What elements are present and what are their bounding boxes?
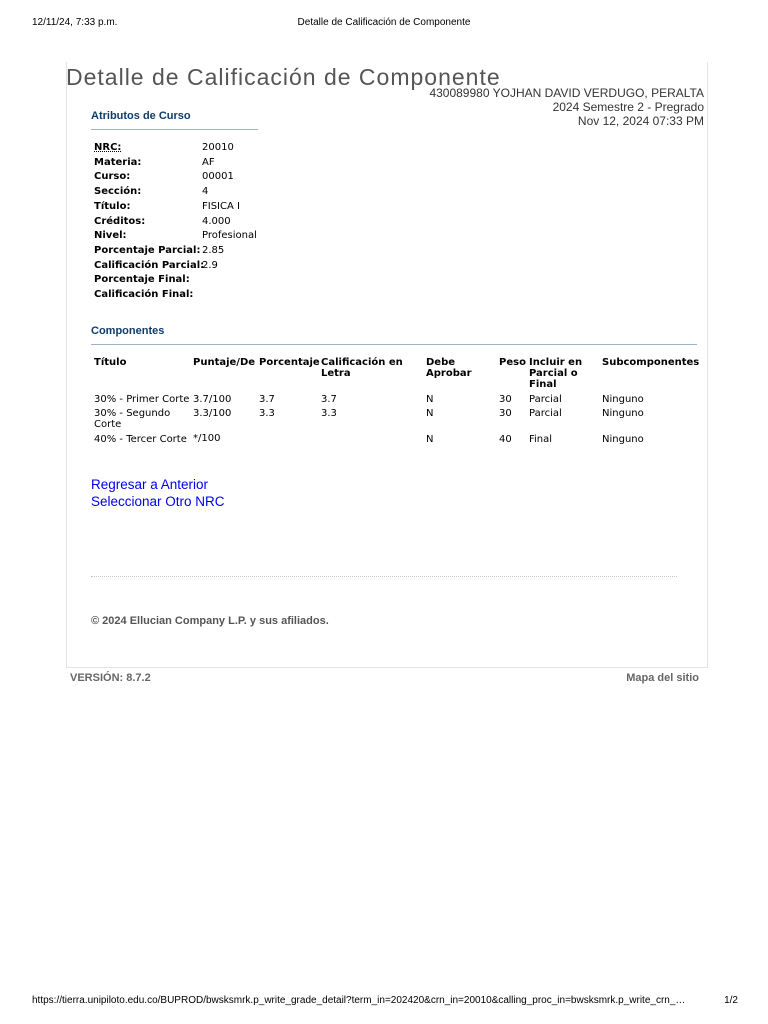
row-2-puntaje: 3.3/100 — [193, 408, 232, 419]
attr-row-seccion — [94, 185, 257, 200]
attr-value: Profesional — [202, 230, 257, 242]
col-header-incluir-3: Final — [529, 379, 557, 390]
attr-row-nrc — [94, 141, 257, 156]
footer-divider — [91, 576, 677, 577]
attr-row-calificacion-parcial — [94, 259, 257, 274]
attr-label: Nivel: — [94, 230, 127, 242]
col-header-debe: Debe — [426, 357, 456, 368]
row-1-letra: 3.7 — [321, 394, 337, 405]
print-page-number: 1/2 — [724, 995, 738, 1006]
select-other-nrc-link[interactable]: Seleccionar Otro NRC — [91, 494, 225, 509]
attr-row-materia — [94, 156, 257, 171]
col-header-incluir-2: Parcial o — [529, 368, 578, 379]
section-divider — [91, 129, 258, 130]
row-1-sub: Ninguno — [602, 394, 644, 405]
row-2-titulo: 30% - Segundo — [94, 408, 171, 419]
version-label: VERSIÓN: 8.7.2 — [70, 672, 151, 684]
row-2-peso: 30 — [499, 408, 512, 419]
copyright: © 2024 Ellucian Company L.P. y sus afiliados. — [91, 615, 329, 627]
col-header-puntaje: Puntaje/De — [193, 357, 256, 368]
row-1-puntaje: 3.7/100 — [193, 394, 232, 405]
print-header — [0, 17, 768, 31]
attr-row-creditos — [94, 215, 257, 230]
row-2-incluir: Parcial — [529, 408, 562, 419]
attr-row-porcentaje-final — [94, 273, 257, 288]
user-info — [429, 86, 704, 128]
attr-label: Porcentaje Final: — [94, 274, 190, 286]
attr-row-curso — [94, 170, 257, 185]
attr-label: Calificación Final: — [94, 289, 194, 301]
col-header-peso: Peso — [499, 357, 526, 368]
row-1-porcentaje: 3.7 — [259, 394, 275, 405]
row-3-sub: Ninguno — [602, 434, 644, 445]
attr-row-porcentaje-parcial — [94, 244, 257, 259]
attr-row-titulo — [94, 200, 257, 215]
attr-label: Sección: — [94, 186, 142, 198]
row-1-titulo: 30% - Primer Corte — [94, 394, 190, 405]
row-1-peso: 30 — [499, 394, 512, 405]
print-title: Detalle de Calificación de Componente — [297, 17, 471, 28]
attr-value: 00001 — [202, 171, 234, 183]
attr-label: NRC: — [94, 142, 122, 153]
col-header-subcomponentes: Subcomponentes — [602, 357, 700, 368]
row-2-aprobar: N — [426, 408, 434, 419]
col-header-calificacion: Calificación en — [321, 357, 403, 368]
attr-row-calificacion-final — [94, 288, 257, 303]
user-id-name: 430089980 YOJHAN DAVID VERDUGO, PERALTA — [429, 86, 704, 100]
row-3-puntaje: */100 — [193, 433, 221, 444]
attr-value: 4 — [202, 186, 209, 198]
row-1-incluir: Parcial — [529, 394, 562, 405]
row-1-aprobar: N — [426, 394, 434, 405]
term: 2024 Semestre 2 - Pregrado — [552, 100, 704, 114]
course-attributes-table — [94, 141, 257, 303]
attr-value: 20010 — [202, 142, 234, 153]
section-divider — [91, 344, 697, 345]
components-title: Componentes — [91, 325, 165, 337]
print-date: 12/11/24, 7:33 p.m. — [32, 17, 118, 28]
timestamp: Nov 12, 2024 07:33 PM — [577, 114, 704, 128]
attr-value: 2.85 — [202, 244, 225, 256]
row-3-incluir: Final — [529, 434, 553, 445]
row-3-aprobar: N — [426, 434, 434, 445]
attr-row-nivel — [94, 229, 257, 244]
attr-label: Calificación Parcial: — [94, 259, 205, 271]
attr-value: 2.9 — [202, 259, 218, 271]
attr-label: Materia: — [94, 156, 142, 168]
nav-links — [91, 476, 225, 510]
row-3-titulo: 40% - Tercer Corte — [94, 434, 187, 445]
row-2-porcentaje: 3.3 — [259, 408, 275, 419]
attr-label: Créditos: — [94, 215, 146, 227]
attr-label: Porcentaje Parcial: — [94, 244, 201, 256]
col-header-incluir: Incluir en — [529, 357, 583, 368]
row-2-letra: 3.3 — [321, 408, 337, 419]
sitemap-link[interactable]: Mapa del sitio — [626, 672, 699, 684]
col-header-titulo: Título — [94, 357, 127, 368]
row-2-sub: Ninguno — [602, 408, 644, 419]
page-title: Detalle de Calificación de Componente — [66, 64, 501, 90]
print-url: https://tierra.unipiloto.edu.co/BUPROD/bwsksmrk.p_write_grade_detail?term_in=202420&crn_in=20010&calling_proc_in=bwsksmrk.p_write_crn_… — [32, 995, 686, 1006]
attr-value: FISICA I — [202, 200, 240, 212]
row-3-peso: 40 — [499, 434, 512, 445]
col-header-debe-2: Aprobar — [426, 368, 472, 379]
col-header-porcentaje: Porcentaje — [259, 357, 320, 368]
attr-value: 4.000 — [202, 215, 231, 227]
attr-value: AF — [202, 156, 215, 168]
attr-label: Título: — [94, 200, 131, 212]
back-link[interactable]: Regresar a Anterior — [91, 477, 209, 492]
attr-label: Curso: — [94, 171, 131, 183]
row-2-titulo-cont: Corte — [94, 419, 122, 430]
course-attributes-title: Atributos de Curso — [91, 110, 191, 122]
col-header-calificacion-2: Letra — [321, 368, 351, 379]
